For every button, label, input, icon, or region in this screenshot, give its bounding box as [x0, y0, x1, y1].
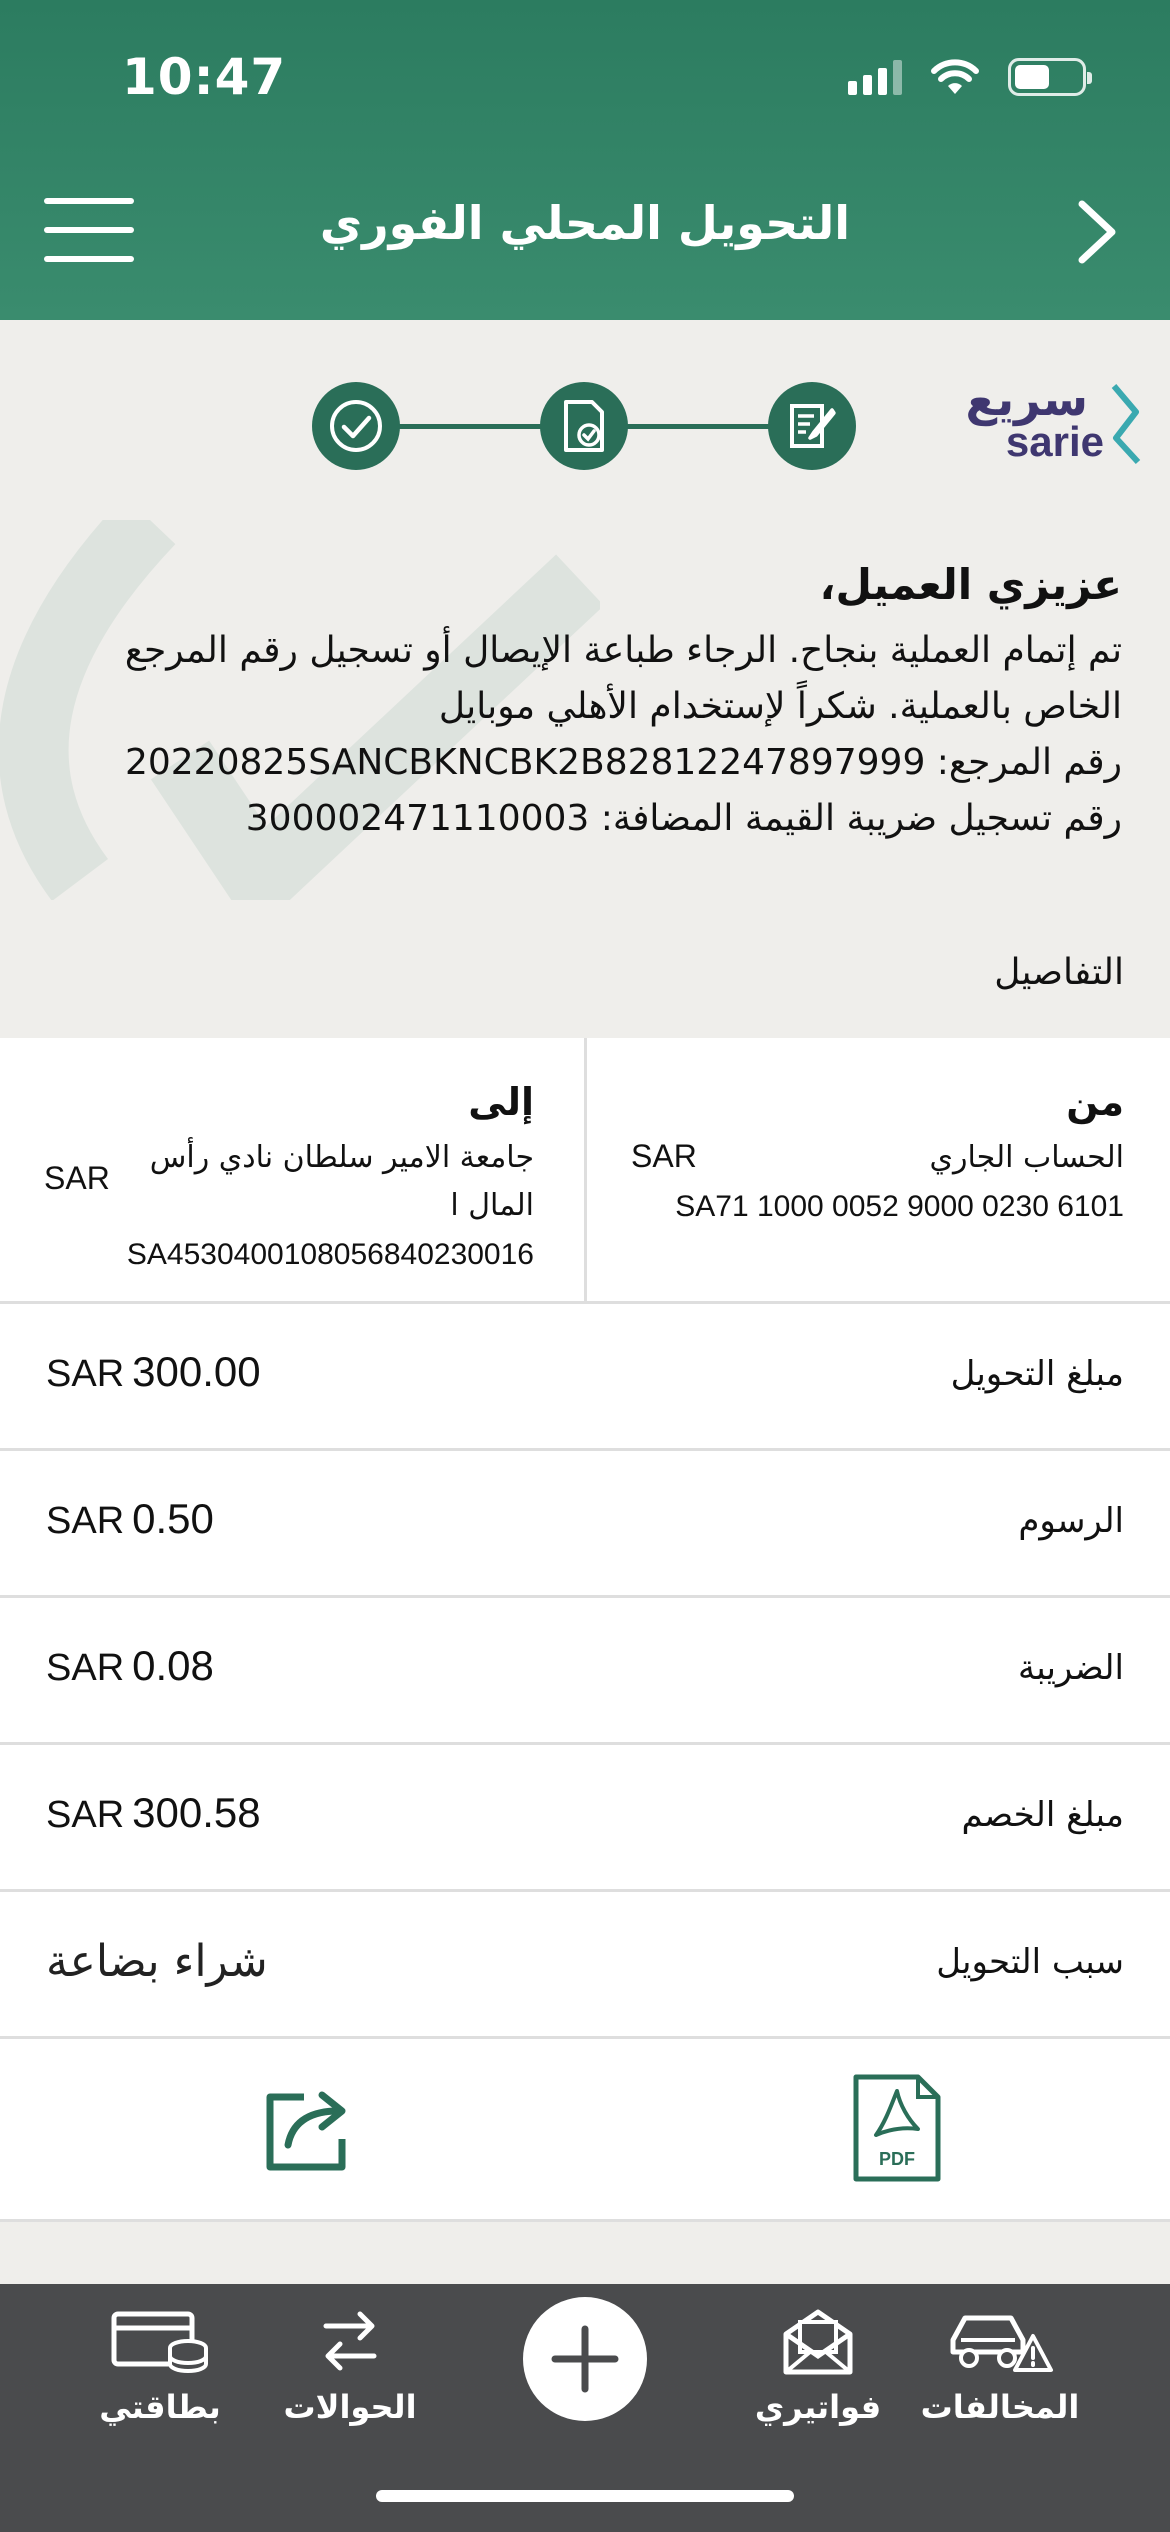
row-value: SAR 300.58 [46, 1789, 261, 1836]
plus-icon [523, 2297, 647, 2421]
step-verify-document-icon [540, 382, 628, 470]
to-account-name-line-1: جامعة الامير سلطان نادي رأس [149, 1140, 534, 1175]
home-indicator[interactable] [376, 2490, 794, 2502]
step-complete-check-icon [312, 382, 400, 470]
from-account-name: الحساب الجاري [929, 1140, 1124, 1175]
to-title: إلى [468, 1080, 534, 1124]
sarie-logo-english: sarie [1005, 418, 1104, 465]
from-to-section [0, 1038, 1170, 1304]
tab-transfers[interactable] [250, 2306, 450, 2476]
to-currency: SAR [44, 1160, 110, 1196]
progress-stepper [312, 382, 856, 472]
reference-number: رقم المرجع: 20220825SANCBKNCBK2B82812247897999 [124, 742, 1122, 783]
battery-icon [1008, 58, 1086, 96]
row-value: SAR 0.08 [46, 1642, 214, 1689]
app-header [0, 0, 1170, 320]
to-account-name-line-2: المال ا [450, 1188, 534, 1223]
to-account [0, 1038, 584, 1304]
success-message [102, 560, 1122, 847]
sarie-swirl-icon [1104, 382, 1148, 466]
details-heading: التفاصيل [994, 952, 1124, 993]
cards-coins-icon [110, 2306, 210, 2376]
row-label: مبلغ التحويل [950, 1354, 1124, 1394]
vat-registration-number: رقم تسجيل ضريبة القيمة المضافة: 300002471110003 [245, 798, 1122, 839]
from-currency: SAR [631, 1138, 697, 1174]
receipt-actions [0, 2039, 1170, 2222]
debit-amount-row [0, 1745, 1170, 1892]
tab-violations[interactable] [900, 2306, 1100, 2476]
status-icons [848, 58, 1086, 96]
from-account [587, 1038, 1170, 1304]
details-panel [0, 1038, 1170, 2222]
page-title: التحويل المحلي الفوري [319, 196, 851, 250]
tab-label: فواتيري [754, 2388, 882, 2426]
from-iban: SA71 1000 0052 9000 0230 6101 [675, 1190, 1124, 1223]
message-line-2: الخاص بالعملية. شكراً لإستخدام الأهلي موبايل [438, 686, 1122, 727]
wifi-icon [930, 58, 980, 96]
row-value: SAR 0.50 [46, 1495, 214, 1542]
transfer-amount-row [0, 1304, 1170, 1451]
transfer-reason-value: شراء بضاعة [46, 1936, 268, 1987]
to-iban: SA4530400108056840230016 [126, 1238, 534, 1271]
row-label: الضريبة [1017, 1648, 1124, 1688]
download-pdf-button[interactable] [852, 2073, 942, 2183]
cellular-signal-icon [848, 59, 902, 95]
row-label: سبب التحويل [936, 1942, 1124, 1982]
transfer-reason-row [0, 1892, 1170, 2039]
from-title: من [1066, 1080, 1124, 1124]
pdf-icon [852, 2073, 942, 2183]
step-edit-form-icon [768, 382, 856, 470]
row-value: SAR 300.00 [46, 1348, 261, 1395]
bills-envelope-icon [778, 2306, 858, 2376]
tab-label: المخالفات [920, 2388, 1080, 2426]
back-chevron-icon[interactable] [1066, 196, 1126, 268]
share-icon[interactable] [264, 2083, 360, 2173]
tax-row [0, 1598, 1170, 1745]
sarie-logo-arabic: سريع [965, 372, 1088, 426]
sarie-logo [965, 372, 1148, 472]
message-greeting: عزيزي العميل، [819, 560, 1122, 609]
car-warning-icon [945, 2306, 1055, 2376]
pdf-label: PDF [879, 2149, 915, 2169]
tab-label: الحوالات [283, 2388, 417, 2426]
column-divider [584, 1038, 587, 1304]
quick-action-add-button[interactable] [523, 2297, 647, 2421]
transfer-arrows-icon [310, 2306, 390, 2376]
tab-my-bills[interactable] [718, 2306, 918, 2476]
fees-row [0, 1451, 1170, 1598]
tab-my-cards[interactable] [60, 2306, 260, 2476]
message-line-1: تم إتمام العملية بنجاح. الرجاء طباعة الإيصال أو تسجيل رقم المرجع [124, 630, 1122, 671]
tab-label: بطاقتي [99, 2388, 221, 2426]
row-label: مبلغ الخصم [961, 1795, 1124, 1835]
status-time: 10:47 [122, 48, 287, 106]
row-label: الرسوم [1018, 1501, 1124, 1541]
